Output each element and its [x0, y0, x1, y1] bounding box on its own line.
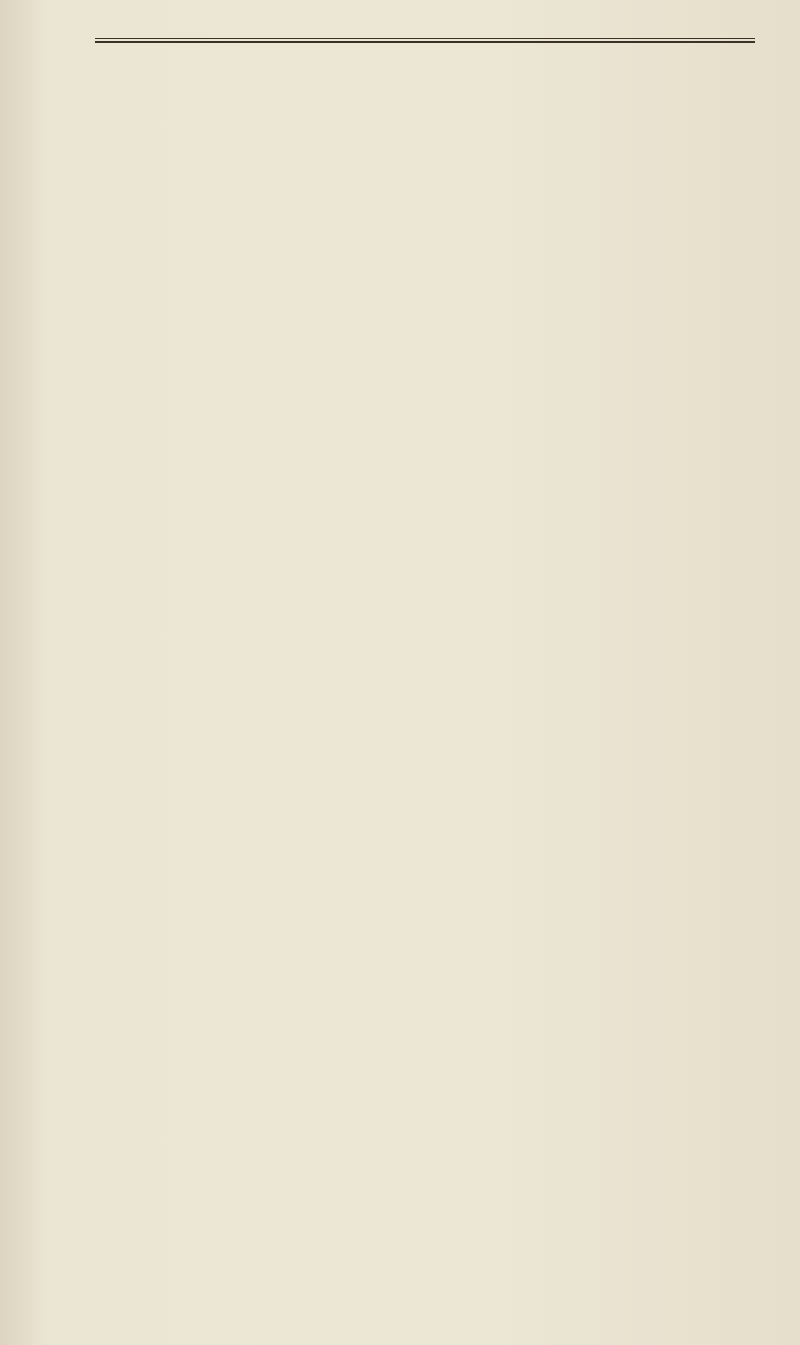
- catalog-content: [100, 46, 760, 62]
- running-header: [90, 10, 760, 36]
- header-rule-thick: [95, 41, 755, 43]
- header-rule: [95, 38, 755, 39]
